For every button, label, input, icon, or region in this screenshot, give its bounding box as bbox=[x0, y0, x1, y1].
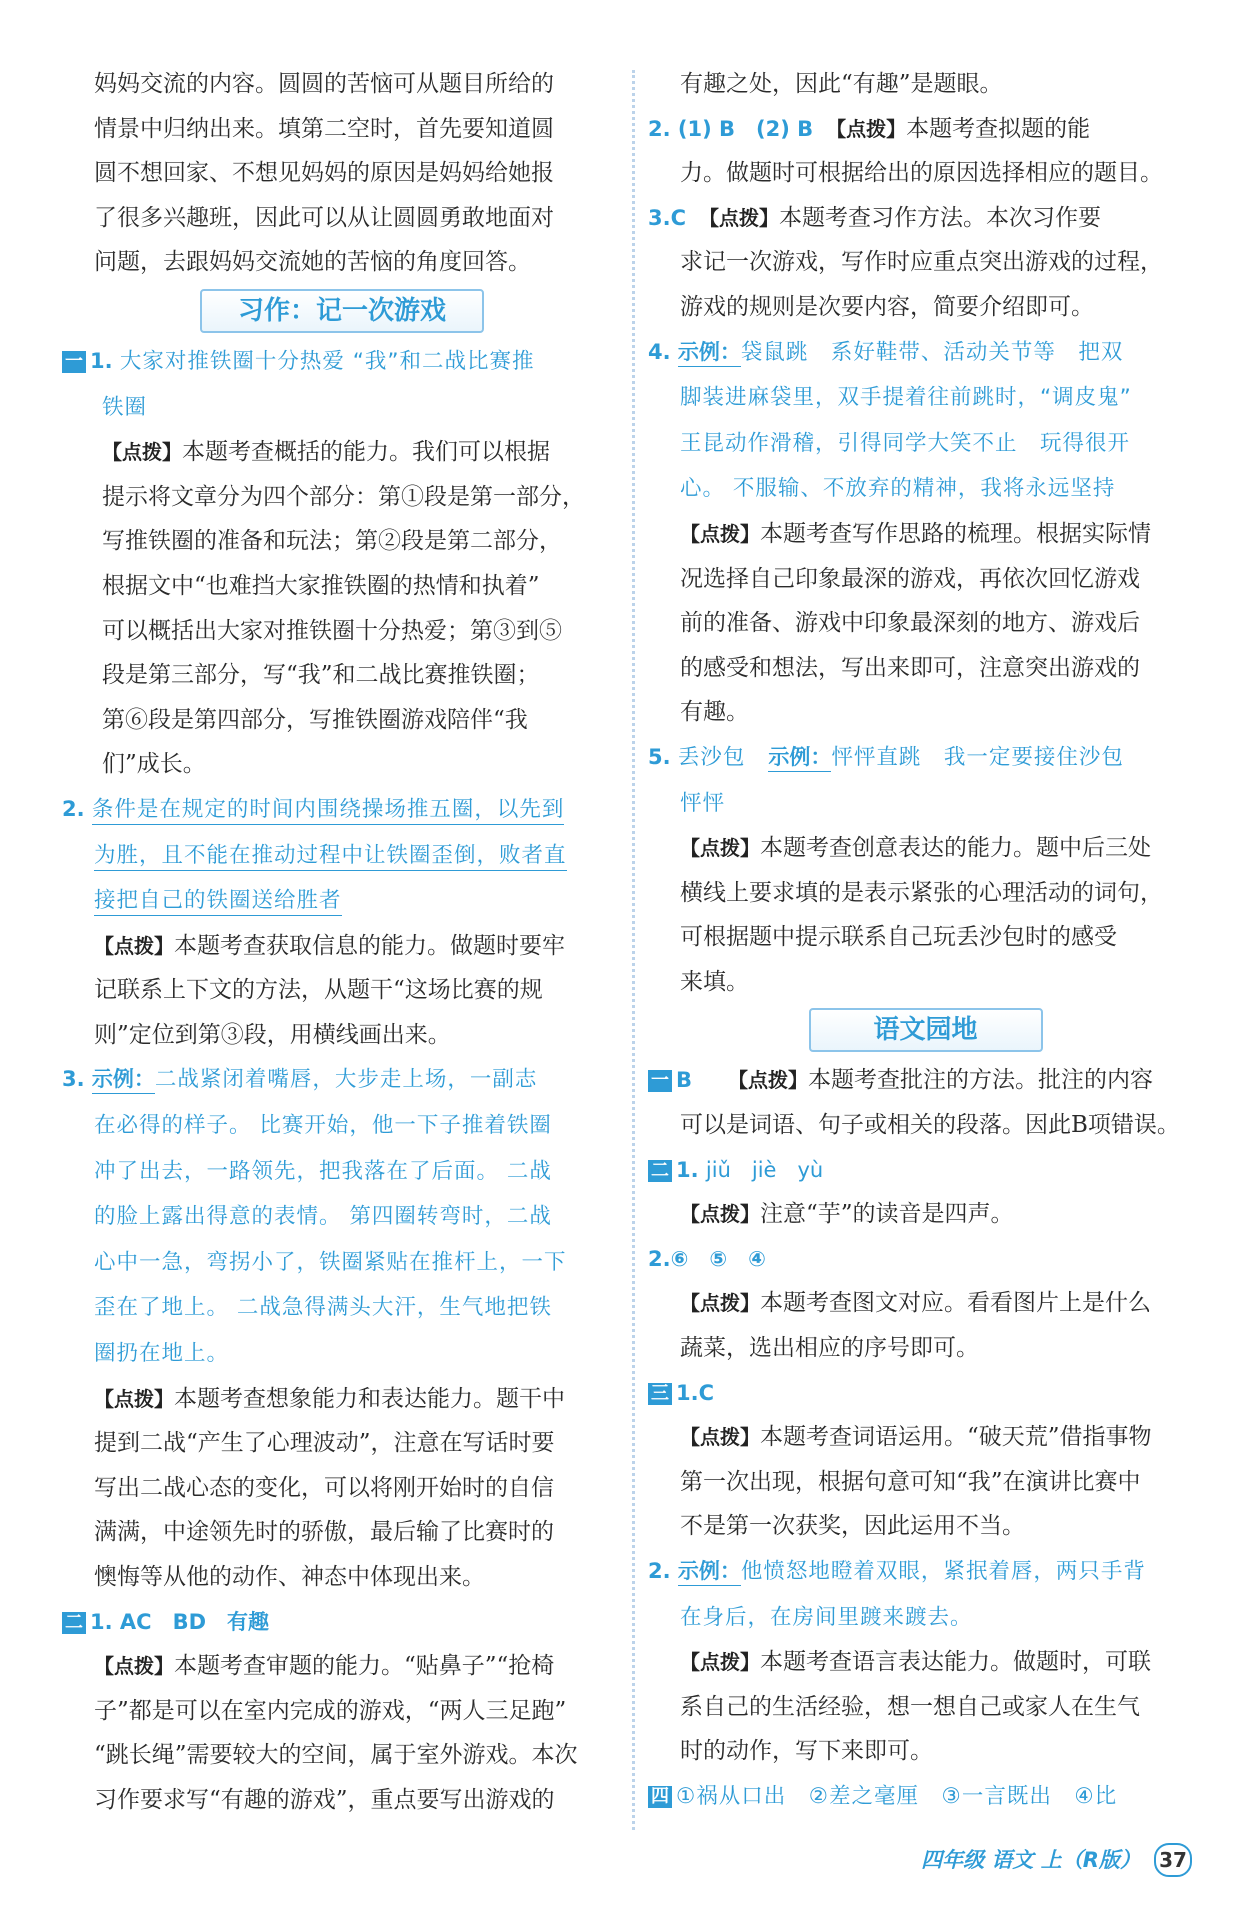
s5-explain-line bbox=[648, 1640, 1203, 1685]
r5-explain-line: 来填。 bbox=[680, 968, 749, 995]
s5-answer: 在身后，在房间里踱来踱去。 bbox=[680, 1604, 973, 1630]
s4-number: 1. bbox=[676, 1380, 699, 1405]
part-four-box: 四 bbox=[648, 1786, 672, 1808]
section-title-writing: 习作：记一次游戏 bbox=[200, 289, 484, 333]
s1-line bbox=[648, 1058, 1203, 1103]
r4-answer-line bbox=[648, 421, 1203, 467]
q3-answer-line bbox=[62, 1240, 622, 1286]
hint-tag: 【点拨】 bbox=[94, 1654, 174, 1679]
q3-answer-line bbox=[62, 1285, 622, 1331]
hint-tag: 【点拨】 bbox=[680, 1650, 760, 1675]
r4-explain-line: 况选择自己印象最深的游戏，再依次回忆游戏 bbox=[680, 565, 1140, 592]
r4-answer: 脚装进麻袋里，双手提着往前跳时，“调皮鬼” bbox=[680, 385, 1132, 411]
q3-explain: 本题考查想象能力和表达能力。题干中 bbox=[174, 1385, 565, 1412]
q3-answer: 的脸上露出得意的表情。 第四圈转弯时，二战 bbox=[94, 1204, 552, 1230]
q3-answer: 在必得的样子。 比赛开始，他一下子推着铁圈 bbox=[94, 1113, 552, 1139]
part-three-box: 三 bbox=[648, 1383, 672, 1405]
q1-explain-line: 第⑥段是第四部分，写推铁圈游戏陪伴“我 bbox=[102, 706, 528, 733]
q3-answer-line bbox=[62, 1149, 622, 1195]
part-two-box: 二 bbox=[648, 1160, 672, 1182]
q1-explain-line: 写推铁圈的准备和玩法；第②段是第二部分， bbox=[102, 528, 562, 555]
section-title-garden: 语文园地 bbox=[809, 1008, 1043, 1052]
r5-explain-line: 可根据题中提示联系自己玩丢沙包时的感受 bbox=[680, 924, 1117, 951]
r4-number: 4. bbox=[648, 339, 671, 364]
r4-explain-line: 有趣。 bbox=[680, 699, 749, 726]
r5-answer-line bbox=[648, 781, 1203, 827]
example-label: 示例： bbox=[768, 745, 831, 772]
hint-tag: 【点拨】 bbox=[836, 116, 907, 141]
s1-explain-line: 可以是词语、句子或相关的段落。因此B项错误。 bbox=[680, 1112, 1180, 1139]
q1-explain-line: 根据文中“也难挡大家推铁圈的热情和执着” bbox=[102, 572, 540, 599]
r3-number: 3. bbox=[648, 205, 671, 230]
column-divider bbox=[632, 70, 635, 1830]
q4-explain-line: 习作要求写“有趣的游戏”，重点要写出游戏的 bbox=[94, 1786, 555, 1813]
r5-answer: 怦怦 bbox=[680, 790, 726, 816]
r2-number: 2. bbox=[648, 116, 671, 141]
r2-answer: (1) B (2) B bbox=[677, 116, 814, 141]
s3-explain-line: 蔬菜，选出相应的序号即可。 bbox=[680, 1335, 979, 1362]
r4-explain-line bbox=[648, 512, 1203, 557]
q1-answer: 大家对推铁圈十分热爱 “我”和二战比赛推 bbox=[119, 348, 535, 374]
q1-explain: 本题考查概括的能力。我们可以根据 bbox=[182, 439, 550, 466]
r3-answer: C bbox=[670, 205, 687, 230]
s2-line bbox=[648, 1148, 1203, 1193]
q3-answer-line bbox=[62, 1057, 622, 1103]
s5-answer-line bbox=[648, 1595, 1203, 1641]
s1-answer: B bbox=[676, 1068, 693, 1093]
r5-explain-line bbox=[648, 826, 1203, 871]
s3-number: 2. bbox=[648, 1246, 671, 1271]
q1-explain-line: 可以概括出大家对推铁圈十分热爱；第③到⑤ bbox=[102, 617, 562, 644]
r2-explain-line: 力。做题时可根据给出的原因选择相应的题目。 bbox=[680, 160, 1163, 187]
r2-explain: 本题考查拟题的能 bbox=[906, 115, 1091, 142]
s5-answer-line bbox=[648, 1549, 1203, 1595]
q4-explain-line: “跳长绳”需要较大的空间，属于室外游戏。本次 bbox=[94, 1742, 578, 1769]
s2-explain: 注意“芋”的读音是四声。 bbox=[760, 1201, 1014, 1228]
q1-explain-line: 们”成长。 bbox=[102, 751, 206, 778]
q3-answer-line bbox=[62, 1103, 622, 1149]
q1-answer-line bbox=[62, 385, 622, 431]
r3-explain: 本题考查习作方法。本次习作要 bbox=[779, 204, 1102, 231]
r4-answer: 王昆动作滑稽，引得同学大笑不止 玩得很开 bbox=[680, 430, 1131, 456]
q2-explain: 本题考查获取信息的能力。做题时要牢 bbox=[174, 932, 565, 959]
hint-tag: 【点拨】 bbox=[94, 933, 174, 958]
s4-answer: C bbox=[698, 1380, 715, 1405]
q4-explain-line bbox=[62, 1644, 622, 1689]
q2-number: 2. bbox=[62, 796, 85, 821]
q3-explain-line: 写出二战心态的变化，可以将刚开始时的自信 bbox=[94, 1474, 554, 1501]
s6-line bbox=[648, 1774, 1203, 1820]
example-label: 示例： bbox=[678, 340, 741, 367]
r5-explain: 本题考查创意表达的能力。题中后三处 bbox=[760, 835, 1151, 862]
r5-explain-line: 横线上要求填的是表示紧张的心理活动的词句， bbox=[680, 879, 1163, 906]
r5-answer: 怦怦直跳 我一定要接住沙包 bbox=[831, 744, 1124, 770]
r4-answer: 袋鼠跳 系好鞋带、活动关节等 把双 bbox=[740, 339, 1124, 365]
r4-explain: 本题考查写作思路的梳理。根据实际情 bbox=[760, 520, 1151, 547]
s3-line bbox=[648, 1237, 1203, 1282]
hint-tag: 【点拨】 bbox=[680, 1202, 760, 1227]
q3-answer: 歪在了地上。 二战急得满头大汗，生气地把铁 bbox=[94, 1295, 552, 1321]
q2-answer-line bbox=[62, 878, 622, 924]
q3-answer: 心中一急，弯拐小了，铁圈紧贴在推杆上，一下 bbox=[94, 1249, 567, 1275]
hint-tag: 【点拨】 bbox=[709, 205, 780, 230]
q2-explain-line: 则”定位到第③段，用横线画出来。 bbox=[94, 1021, 451, 1048]
hint-tag: 【点拨】 bbox=[102, 440, 182, 465]
r5-pre: 丢沙包 bbox=[677, 744, 746, 770]
cont-line: 有趣之处，因此“有趣”是题眼。 bbox=[680, 71, 1003, 97]
q2-answer-line bbox=[62, 833, 622, 879]
s2-number: 1. bbox=[676, 1157, 699, 1182]
s4-explain-line: 不是第一次获奖，因此运用不当。 bbox=[680, 1513, 1025, 1540]
r3-line bbox=[648, 196, 1203, 241]
intro-line: 问题，去跟妈妈交流她的苦恼的角度回答。 bbox=[94, 249, 531, 276]
q1-answer: 铁圈 bbox=[102, 394, 148, 420]
r4-answer-line bbox=[648, 466, 1203, 512]
s4-explain-line bbox=[648, 1415, 1203, 1460]
q3-answer: 圈扔在地上。 bbox=[94, 1341, 230, 1367]
q3-explain-line: 满满，中途领先时的骄傲，最后输了比赛时的 bbox=[94, 1519, 554, 1546]
r4-explain-line: 的感受和想法，写出来即可，注意突出游戏的 bbox=[680, 654, 1140, 681]
q1-explain-line: 提示将文章分为四个部分：第①段是第一部分， bbox=[102, 483, 585, 510]
intro-line: 圆不想回家、不想见妈妈的原因是妈妈给她报 bbox=[94, 160, 554, 187]
s6-answer: ①祸从口出 ②差之毫厘 ③一言既出 ④比 bbox=[676, 1783, 1118, 1809]
r4-explain-line: 前的准备、游戏中印象最深刻的地方、游戏后 bbox=[680, 610, 1140, 637]
r4-answer: 心。 不服输、不放弃的精神，我将永远坚持 bbox=[680, 476, 1116, 502]
hint-tag: 【点拨】 bbox=[680, 1425, 760, 1450]
grade-label: 四年级 语文 上（R版） bbox=[921, 1848, 1141, 1872]
q3-answer-line bbox=[62, 1194, 622, 1240]
q1-answer-line bbox=[62, 339, 622, 385]
s3-explain-line bbox=[648, 1281, 1203, 1326]
part-one-box: 一 bbox=[62, 351, 86, 373]
q2-explain-line bbox=[62, 924, 622, 969]
example-label: 示例： bbox=[678, 1559, 741, 1586]
q3-answer-line bbox=[62, 1331, 622, 1377]
s1-explain: 本题考查批注的方法。批注的内容 bbox=[808, 1067, 1154, 1094]
s5-answer: 他愤怒地瞪着双眼，紧抿着唇，两只手背 bbox=[740, 1559, 1146, 1584]
right-column bbox=[648, 62, 1203, 1820]
r5-number: 5. bbox=[648, 744, 671, 769]
hint-tag: 【点拨】 bbox=[738, 1068, 809, 1093]
s5-number: 2. bbox=[648, 1559, 671, 1583]
q1-explain-line: 段是第三部分，写“我”和二战比赛推铁圈； bbox=[102, 662, 540, 689]
r5-answer-line bbox=[648, 735, 1203, 781]
q4-explain-line: 子”都是可以在室内完成的游戏，“两人三足跑” bbox=[94, 1697, 567, 1724]
s2-explain-line bbox=[648, 1192, 1203, 1237]
q3-number: 3. bbox=[62, 1067, 85, 1092]
q2-answer: 为胜，且不能在推动过程中让铁圈歪倒，败者直 bbox=[94, 843, 567, 871]
q4-explain: 本题考查审题的能力。“贴鼻子”“抢椅 bbox=[174, 1653, 555, 1680]
s5-explain-line: 系自己的生活经验，想一想自己或家人在生气 bbox=[680, 1693, 1140, 1720]
part-one-box: 一 bbox=[648, 1070, 672, 1092]
r4-answer-line bbox=[648, 330, 1203, 376]
intro-line: 妈妈交流的内容。圆圆的苦恼可从题目所给的 bbox=[94, 71, 554, 97]
hint-tag: 【点拨】 bbox=[680, 1291, 760, 1316]
q2-explain-line: 记联系上下文的方法，从题干“这场比赛的规 bbox=[94, 977, 543, 1004]
s4-explain-line: 第一次出现，根据句意可知“我”在演讲比赛中 bbox=[680, 1468, 1141, 1495]
q2-answer-line bbox=[62, 787, 622, 833]
s3-answer: ⑥ ⑤ ④ bbox=[670, 1246, 766, 1271]
s4-line bbox=[648, 1371, 1203, 1416]
s2-answer: jiǔ jiè yù bbox=[705, 1157, 824, 1182]
part-two-box: 二 bbox=[62, 1612, 86, 1634]
q1-explain-line bbox=[62, 430, 622, 475]
q2-answer: 条件是在规定的时间内围绕操场推五圈，以先到 bbox=[92, 797, 565, 825]
intro-line: 情景中归纳出来。填第二空时，首先要知道圆 bbox=[94, 115, 554, 142]
q3-explain-line: 懊悔等从他的动作、神态中体现出来。 bbox=[94, 1564, 485, 1590]
r2-line bbox=[648, 107, 1203, 152]
q3-explain-line bbox=[62, 1377, 622, 1422]
q1-number: 1. bbox=[90, 348, 113, 373]
r3-explain-line: 游戏的规则是次要内容，简要介绍即可。 bbox=[680, 293, 1094, 320]
s3-explain: 本题考查图文对应。看看图片上是什么 bbox=[760, 1290, 1151, 1317]
q3-answer: 冲了出去，一路领先，把我落在了后面。 二战 bbox=[94, 1158, 552, 1184]
q3-explain-line: 提到二战“产生了心理波动”，注意在写话时要 bbox=[94, 1430, 555, 1457]
hint-tag: 【点拨】 bbox=[680, 836, 760, 861]
intro-line: 了很多兴趣班，因此可以从让圆圆勇敢地面对 bbox=[94, 204, 554, 231]
q4-number: 1. bbox=[90, 1609, 113, 1634]
r4-answer-line bbox=[648, 375, 1203, 421]
s4-explain: 本题考查词语运用。“破天荒”借指事物 bbox=[760, 1424, 1152, 1451]
hint-tag: 【点拨】 bbox=[680, 521, 760, 546]
hint-tag: 【点拨】 bbox=[94, 1386, 174, 1411]
q4-answer: AC BD 有趣 bbox=[119, 1609, 270, 1634]
q3-answer: 二战紧闭着嘴唇，大步走上场，一副志 bbox=[154, 1067, 538, 1093]
s5-explain-line: 时的动作，写下来即可。 bbox=[680, 1738, 933, 1765]
q2-answer: 接把自己的铁圈送给胜者 bbox=[94, 888, 342, 916]
s5-explain: 本题考查语言表达能力。做题时，可联 bbox=[760, 1649, 1151, 1676]
page-number: 37 bbox=[1154, 1843, 1192, 1877]
example-label: 示例： bbox=[92, 1067, 155, 1094]
r3-explain-line: 求记一次游戏，写作时应重点突出游戏的过程， bbox=[680, 249, 1163, 276]
q4-answer-line bbox=[62, 1600, 622, 1645]
left-column bbox=[62, 62, 622, 1823]
page-footer bbox=[921, 1843, 1192, 1877]
